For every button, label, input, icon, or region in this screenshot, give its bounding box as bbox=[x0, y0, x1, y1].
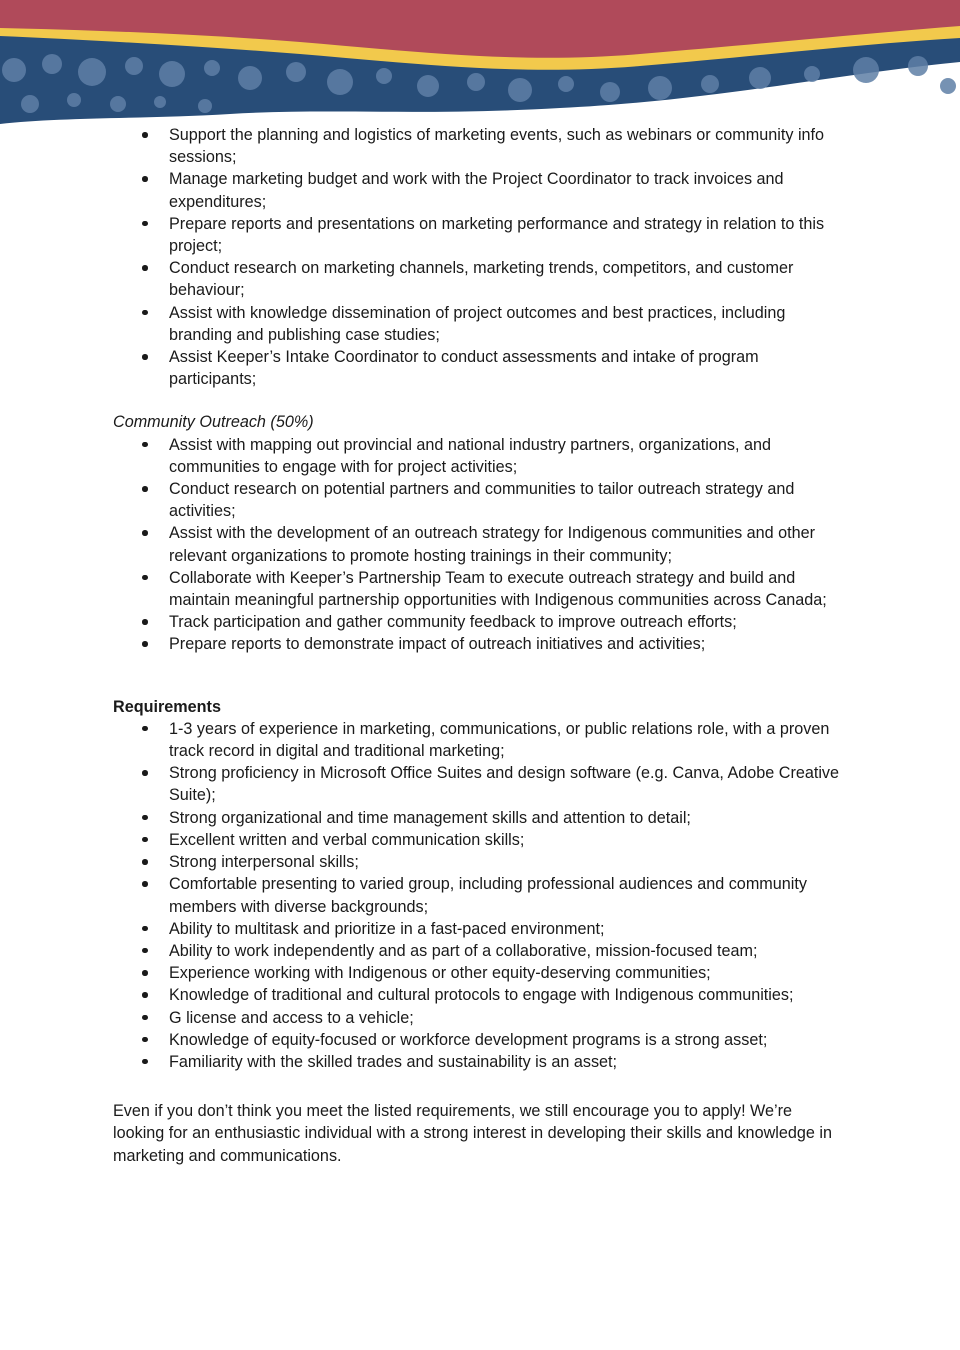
list-item: Knowledge of equity-focused or workforce development programs is a strong asset; bbox=[113, 1029, 848, 1051]
list-item: Assist with the development of an outreach strategy for Indigenous communities and other relevant organizations to promote hosting trainings in their community; bbox=[113, 522, 848, 566]
list-item: Familiarity with the skilled trades and sustainability is an asset; bbox=[113, 1051, 848, 1073]
list-item: G license and access to a vehicle; bbox=[113, 1007, 848, 1029]
list-item: Strong proficiency in Microsoft Office Suites and design software (e.g. Canva, Adobe Creative Suite); bbox=[113, 762, 848, 806]
requirements-heading: Requirements bbox=[113, 697, 221, 716]
list-item: Ability to work independently and as part of a collaborative, mission-focused team; bbox=[113, 940, 848, 962]
list-item: Strong interpersonal skills; bbox=[113, 851, 848, 873]
list-item: Assist with mapping out provincial and national industry partners, organizations, and communities to engage with for project activities; bbox=[113, 434, 848, 478]
community-outreach-heading: Community Outreach (50%) bbox=[113, 413, 314, 432]
list-item: Assist Keeper’s Intake Coordinator to conduct assessments and intake of program participants; bbox=[113, 346, 848, 390]
list-item: Prepare reports and presentations on marketing performance and strategy in relation to this project; bbox=[113, 213, 848, 257]
list-item: Conduct research on potential partners and communities to tailor outreach strategy and activities; bbox=[113, 478, 848, 522]
list-item: Conduct research on marketing channels, marketing trends, competitors, and customer behaviour; bbox=[113, 257, 848, 301]
list-item: Excellent written and verbal communication skills; bbox=[113, 829, 848, 851]
list-item: Support the planning and logistics of marketing events, such as webinars or community info sessions; bbox=[113, 124, 848, 168]
list-item: Strong organizational and time management skills and attention to detail; bbox=[113, 807, 848, 829]
header-banner bbox=[0, 0, 960, 125]
marketing-duties-list bbox=[113, 124, 848, 390]
list-item: Prepare reports to demonstrate impact of outreach initiatives and activities; bbox=[113, 633, 848, 655]
requirements-list bbox=[113, 718, 848, 1073]
list-item: Track participation and gather community feedback to improve outreach efforts; bbox=[113, 611, 848, 633]
closing-paragraph: Even if you don’t think you meet the listed requirements, we still encourage you to apply! We’re looking for an enthusiastic individual with a strong interest in developing their skills and knowledge in marketing and communications. bbox=[113, 1102, 832, 1165]
document-body bbox=[113, 124, 848, 1183]
list-item: Ability to multitask and prioritize in a fast-paced environment; bbox=[113, 918, 848, 940]
list-item: Knowledge of traditional and cultural protocols to engage with Indigenous communities; bbox=[113, 984, 848, 1006]
community-outreach-list bbox=[113, 434, 848, 656]
list-item: Assist with knowledge dissemination of project outcomes and best practices, including branding and publishing case studies; bbox=[113, 302, 848, 346]
list-item: 1-3 years of experience in marketing, communications, or public relations role, with a proven track record in digital and traditional marketing; bbox=[113, 718, 848, 762]
list-item: Comfortable presenting to varied group, including professional audiences and community members with diverse backgrounds; bbox=[113, 873, 848, 917]
list-item: Manage marketing budget and work with the Project Coordinator to track invoices and expenditures; bbox=[113, 168, 848, 212]
list-item: Experience working with Indigenous or other equity-deserving communities; bbox=[113, 962, 848, 984]
list-item: Collaborate with Keeper’s Partnership Team to execute outreach strategy and build and maintain meaningful partnership opportunities with Indigenous communities across Canada; bbox=[113, 567, 848, 611]
